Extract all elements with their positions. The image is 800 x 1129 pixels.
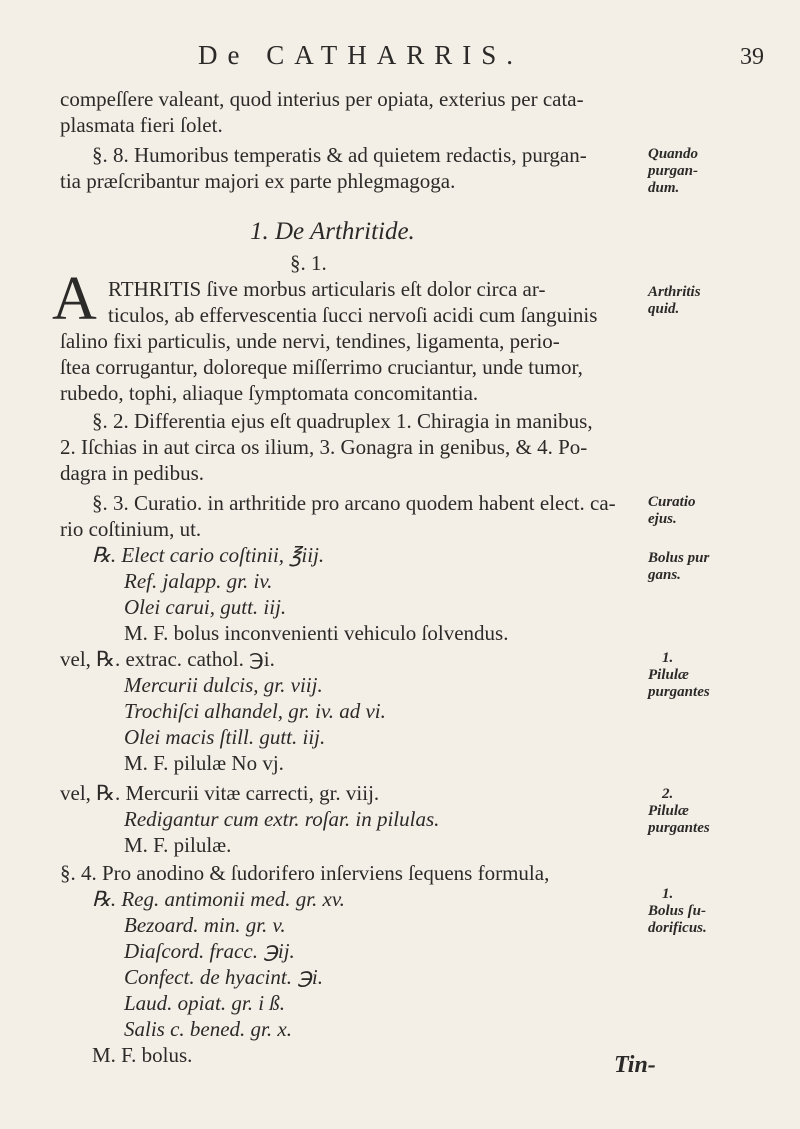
recipe-line: Ref. jalapp. gr. iv. xyxy=(124,569,273,593)
recipe-line: Redigantur cum extr. roſar. in pilulas. xyxy=(124,807,440,831)
margin-note-line: 1. xyxy=(662,650,674,666)
section-mark: §. 1. xyxy=(290,251,327,275)
recipe-line: Diaſcord. fracc. ℈ij. xyxy=(124,939,295,963)
margin-note-line: purgantes xyxy=(648,820,710,836)
text-line: ſalino fixi particulis, unde nervi, tendines, ligamenta, perio- xyxy=(60,329,560,353)
recipe-line: vel, ℞. extrac. cathol. ℈i. xyxy=(60,647,275,671)
recipe-line: Olei macis ſtill. gutt. iij. xyxy=(124,725,326,749)
recipe-line: Salis c. bened. gr. x. xyxy=(124,1017,292,1041)
text-line: 2. Iſchias in aut circa os ilium, 3. Gonagra in genibus, & 4. Po- xyxy=(60,435,588,459)
margin-note-bolus-purgans xyxy=(648,550,709,584)
margin-note-line: 1. xyxy=(662,886,674,902)
running-title: De CATHARRIS. xyxy=(198,40,524,70)
drop-capital: A xyxy=(52,265,97,333)
margin-note-line: Bolus ſu- xyxy=(648,903,706,919)
text-line: ſtea corrugantur, doloreque miſſerrimo cruciantur, unde tumor, xyxy=(60,355,583,379)
recipe-line: Laud. opiat. gr. i ß. xyxy=(124,991,286,1015)
text-line: §. 4. Pro anodino & ſudorifero inſerviens ſequens formula, xyxy=(60,861,550,885)
recipe-line: ℞. Reg. antimonii med. gr. xv. xyxy=(92,887,345,911)
margin-note-line: purgantes xyxy=(648,684,710,700)
margin-note-line: Bolus pur xyxy=(648,550,710,566)
margin-note-line: dum. xyxy=(648,180,680,196)
margin-note-pilulae-1 xyxy=(648,650,710,701)
text-line: tia præſcribantur majori ex parte phlegmagoga. xyxy=(60,169,456,193)
text-line: dagra in pedibus. xyxy=(60,461,205,485)
text-line: ticulos, ab effervescentia ſucci nervoſi acidi cum ſanguinis xyxy=(108,303,598,327)
text-line: compeſſere valeant, quod interius per opiata, exterius per cata- xyxy=(60,87,584,111)
margin-note-line: Pilulæ xyxy=(648,667,689,683)
recipe-line: M. F. pilulæ. xyxy=(124,833,232,857)
margin-note-pilulae-2 xyxy=(648,786,710,837)
margin-note-line: purgan- xyxy=(648,163,699,179)
recipe-line: Confect. de hyacint. ℈i. xyxy=(124,965,323,989)
margin-note-arthritis xyxy=(648,284,701,318)
text-line: plasmata fieri ſolet. xyxy=(60,113,223,137)
margin-note-quando xyxy=(648,146,698,197)
recipe-line: vel, ℞. Mercurii vitæ carrecti, gr. viij. xyxy=(60,781,380,805)
text-line: §. 2. Differentia ejus eſt quadruplex 1. Chiragia in manibus, xyxy=(92,409,593,433)
margin-note-curatio xyxy=(648,494,696,528)
margin-note-bolus-sudorificus xyxy=(648,886,707,937)
recipe-line: Olei carui, gutt. iij. xyxy=(124,595,287,619)
margin-note-line: Quando xyxy=(648,146,699,162)
recipe-line: M. F. pilulæ No vj. xyxy=(124,751,284,775)
recipe-line: Mercurii dulcis, gr. viij. xyxy=(124,673,323,697)
text-line: RTHRITIS ſive morbus articularis eſt dolor circa ar- xyxy=(108,277,546,301)
section-heading: 1. De Arthritide. xyxy=(250,218,415,245)
text-line: §. 8. Humoribus temperatis & ad quietem redactis, purgan- xyxy=(92,143,587,167)
text-line: rio coſtinium, ut. xyxy=(60,517,202,541)
text-line: §. 3. Curatio. in arthritide pro arcano quodem habent elect. ca- xyxy=(92,491,616,515)
recipe-line: Bezoard. min. gr. v. xyxy=(124,913,286,937)
catchword: Tin- xyxy=(614,1052,656,1078)
margin-note-line: quid. xyxy=(648,301,680,317)
margin-note-line: gans. xyxy=(648,567,681,583)
margin-note-line: Pilulæ xyxy=(648,803,689,819)
margin-note-line: dorificus. xyxy=(648,920,707,936)
text-line: rubedo, tophi, aliaque ſymptomata concomitantia. xyxy=(60,381,479,405)
recipe-line: M. F. bolus inconvenienti vehiculo ſolvendus. xyxy=(124,621,509,645)
recipe-line: ℞. Elect cario coſtinii, ℥iij. xyxy=(92,543,325,567)
page-number: 39 xyxy=(740,44,764,70)
recipe-line: Trochiſci alhandel, gr. iv. ad vi. xyxy=(124,699,386,723)
margin-note-line: ejus. xyxy=(648,511,677,527)
page-header xyxy=(0,40,800,80)
margin-note-line: 2. xyxy=(662,786,674,802)
margin-note-line: Arthritis xyxy=(648,284,701,300)
margin-note-line: Curatio xyxy=(648,494,696,510)
recipe-line: M. F. bolus. xyxy=(92,1043,193,1067)
